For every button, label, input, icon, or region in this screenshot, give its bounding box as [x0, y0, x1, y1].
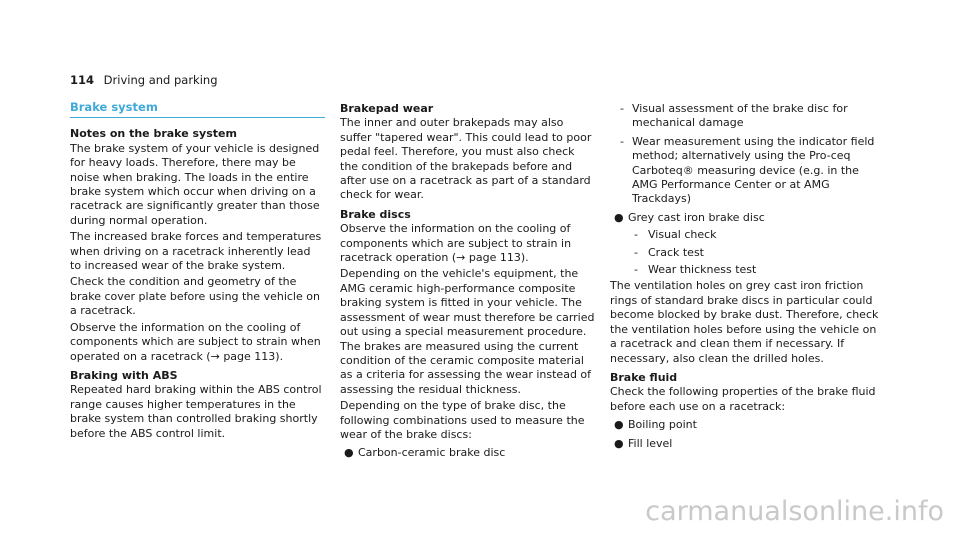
paragraph: Check the following properties of the brake fluid before each use on a racetrack:	[610, 385, 876, 413]
column-1	[70, 100, 325, 441]
list-item	[610, 437, 882, 451]
list-item	[610, 228, 882, 242]
dash-icon: -	[620, 134, 624, 148]
chapter-title: Driving and parking	[103, 73, 218, 87]
heading-brakepad-wear: Brakepad wear	[340, 102, 434, 115]
watermark: carmanualsonline.info	[645, 496, 944, 527]
list-item-text: Boiling point	[628, 418, 697, 432]
bullet-icon: ●	[614, 210, 624, 224]
heading-notes: Notes on the brake system	[70, 127, 237, 141]
paragraph: The inner and outer brakepads may also suffer "tapered wear". This could lead to poor pedal feel. Therefore, you must also check the condition of the brakepads before and after use on a racetrack as part of a standard check for wear.	[340, 116, 592, 202]
dash-icon: -	[634, 245, 638, 259]
bullet-icon: ●	[614, 436, 624, 450]
list-item	[610, 418, 882, 432]
column-3	[610, 102, 882, 451]
heading-abs: Braking with ABS	[70, 368, 178, 382]
bullet-icon: ●	[614, 418, 624, 432]
paragraph: The ventilation holes on grey cast iron friction rings of standard brake discs in particular could become blocked by brake dust. Therefore, check the ventilation holes before using the vehicle on a racetrack and clean them if necessary. If necessary, also clean the drilled holes.	[610, 279, 879, 365]
list-item-text: Wear measurement using the indicator field method; alternatively using the Pro-ceq Carboteq® measuring device (e.g. in the AMG Performance Center or at AMG Trackdays)	[632, 134, 875, 206]
list-item	[610, 263, 882, 277]
dash-icon: -	[620, 102, 624, 115]
list-item-text: Visual check	[648, 228, 717, 242]
paragraph: Check the condition and geometry of the brake cover plate before using the vehicle on a racetrack.	[70, 275, 320, 318]
paragraph: Observe the information on the cooling of components which are subject to strain when operated on a racetrack (→ page 113).	[70, 320, 321, 363]
paragraph: The brake system of your vehicle is designed for heavy loads. Therefore, there may be noise when braking. The loads in the entire brake system which occur when driving on a racetrack are significantly greater than those during normal operation.	[70, 141, 320, 227]
list-item-text: Wear thickness test	[648, 263, 757, 277]
heading-brake-fluid: Brake fluid	[610, 370, 678, 384]
list-item	[610, 246, 882, 260]
paragraph: Repeated hard braking within the ABS control range causes higher temperatures in the brake system than controlled braking shortly before the ABS control limit.	[70, 383, 322, 440]
paragraph: The increased brake forces and temperatures when driving on a racetrack inherently lead to increased wear of the brake system.	[70, 230, 322, 273]
paragraph: Depending on the vehicle's equipment, the AMG ceramic high-performance composite braking system is fitted in your vehicle. The assessment of wear must therefore be carried out using a special measurement procedure. The brakes are measured using the current condition of the ceramic composite material as a criteria for assessing the wear instead of assessing the residual thickness.	[340, 267, 595, 396]
list-item-text: Visual assessment of the brake disc for mechanical damage	[632, 102, 848, 130]
dash-icon: -	[634, 263, 638, 277]
list-item	[610, 211, 882, 225]
page-number: 114	[70, 73, 95, 87]
section-title: Brake system	[70, 100, 325, 118]
list-item-text: Grey cast iron brake disc	[628, 210, 765, 224]
column-2	[340, 102, 595, 461]
paragraph: Depending on the type of brake disc, the following combinations used to measure the wear of the brake discs:	[340, 399, 585, 441]
list-item-text: Carbon-ceramic brake disc	[358, 446, 506, 460]
bullet-icon: ●	[344, 446, 354, 460]
dash-icon: -	[634, 228, 638, 242]
list-item	[610, 135, 882, 207]
heading-brake-discs: Brake discs	[340, 207, 411, 221]
list-item	[340, 446, 595, 460]
page-header	[70, 73, 218, 87]
list-item-text: Crack test	[648, 245, 704, 259]
list-item-text: Fill level	[628, 436, 673, 450]
list-item	[610, 102, 882, 131]
paragraph: Observe the information on the cooling of components which are subject to strain in racetrack operation (→ page 113).	[340, 222, 572, 265]
